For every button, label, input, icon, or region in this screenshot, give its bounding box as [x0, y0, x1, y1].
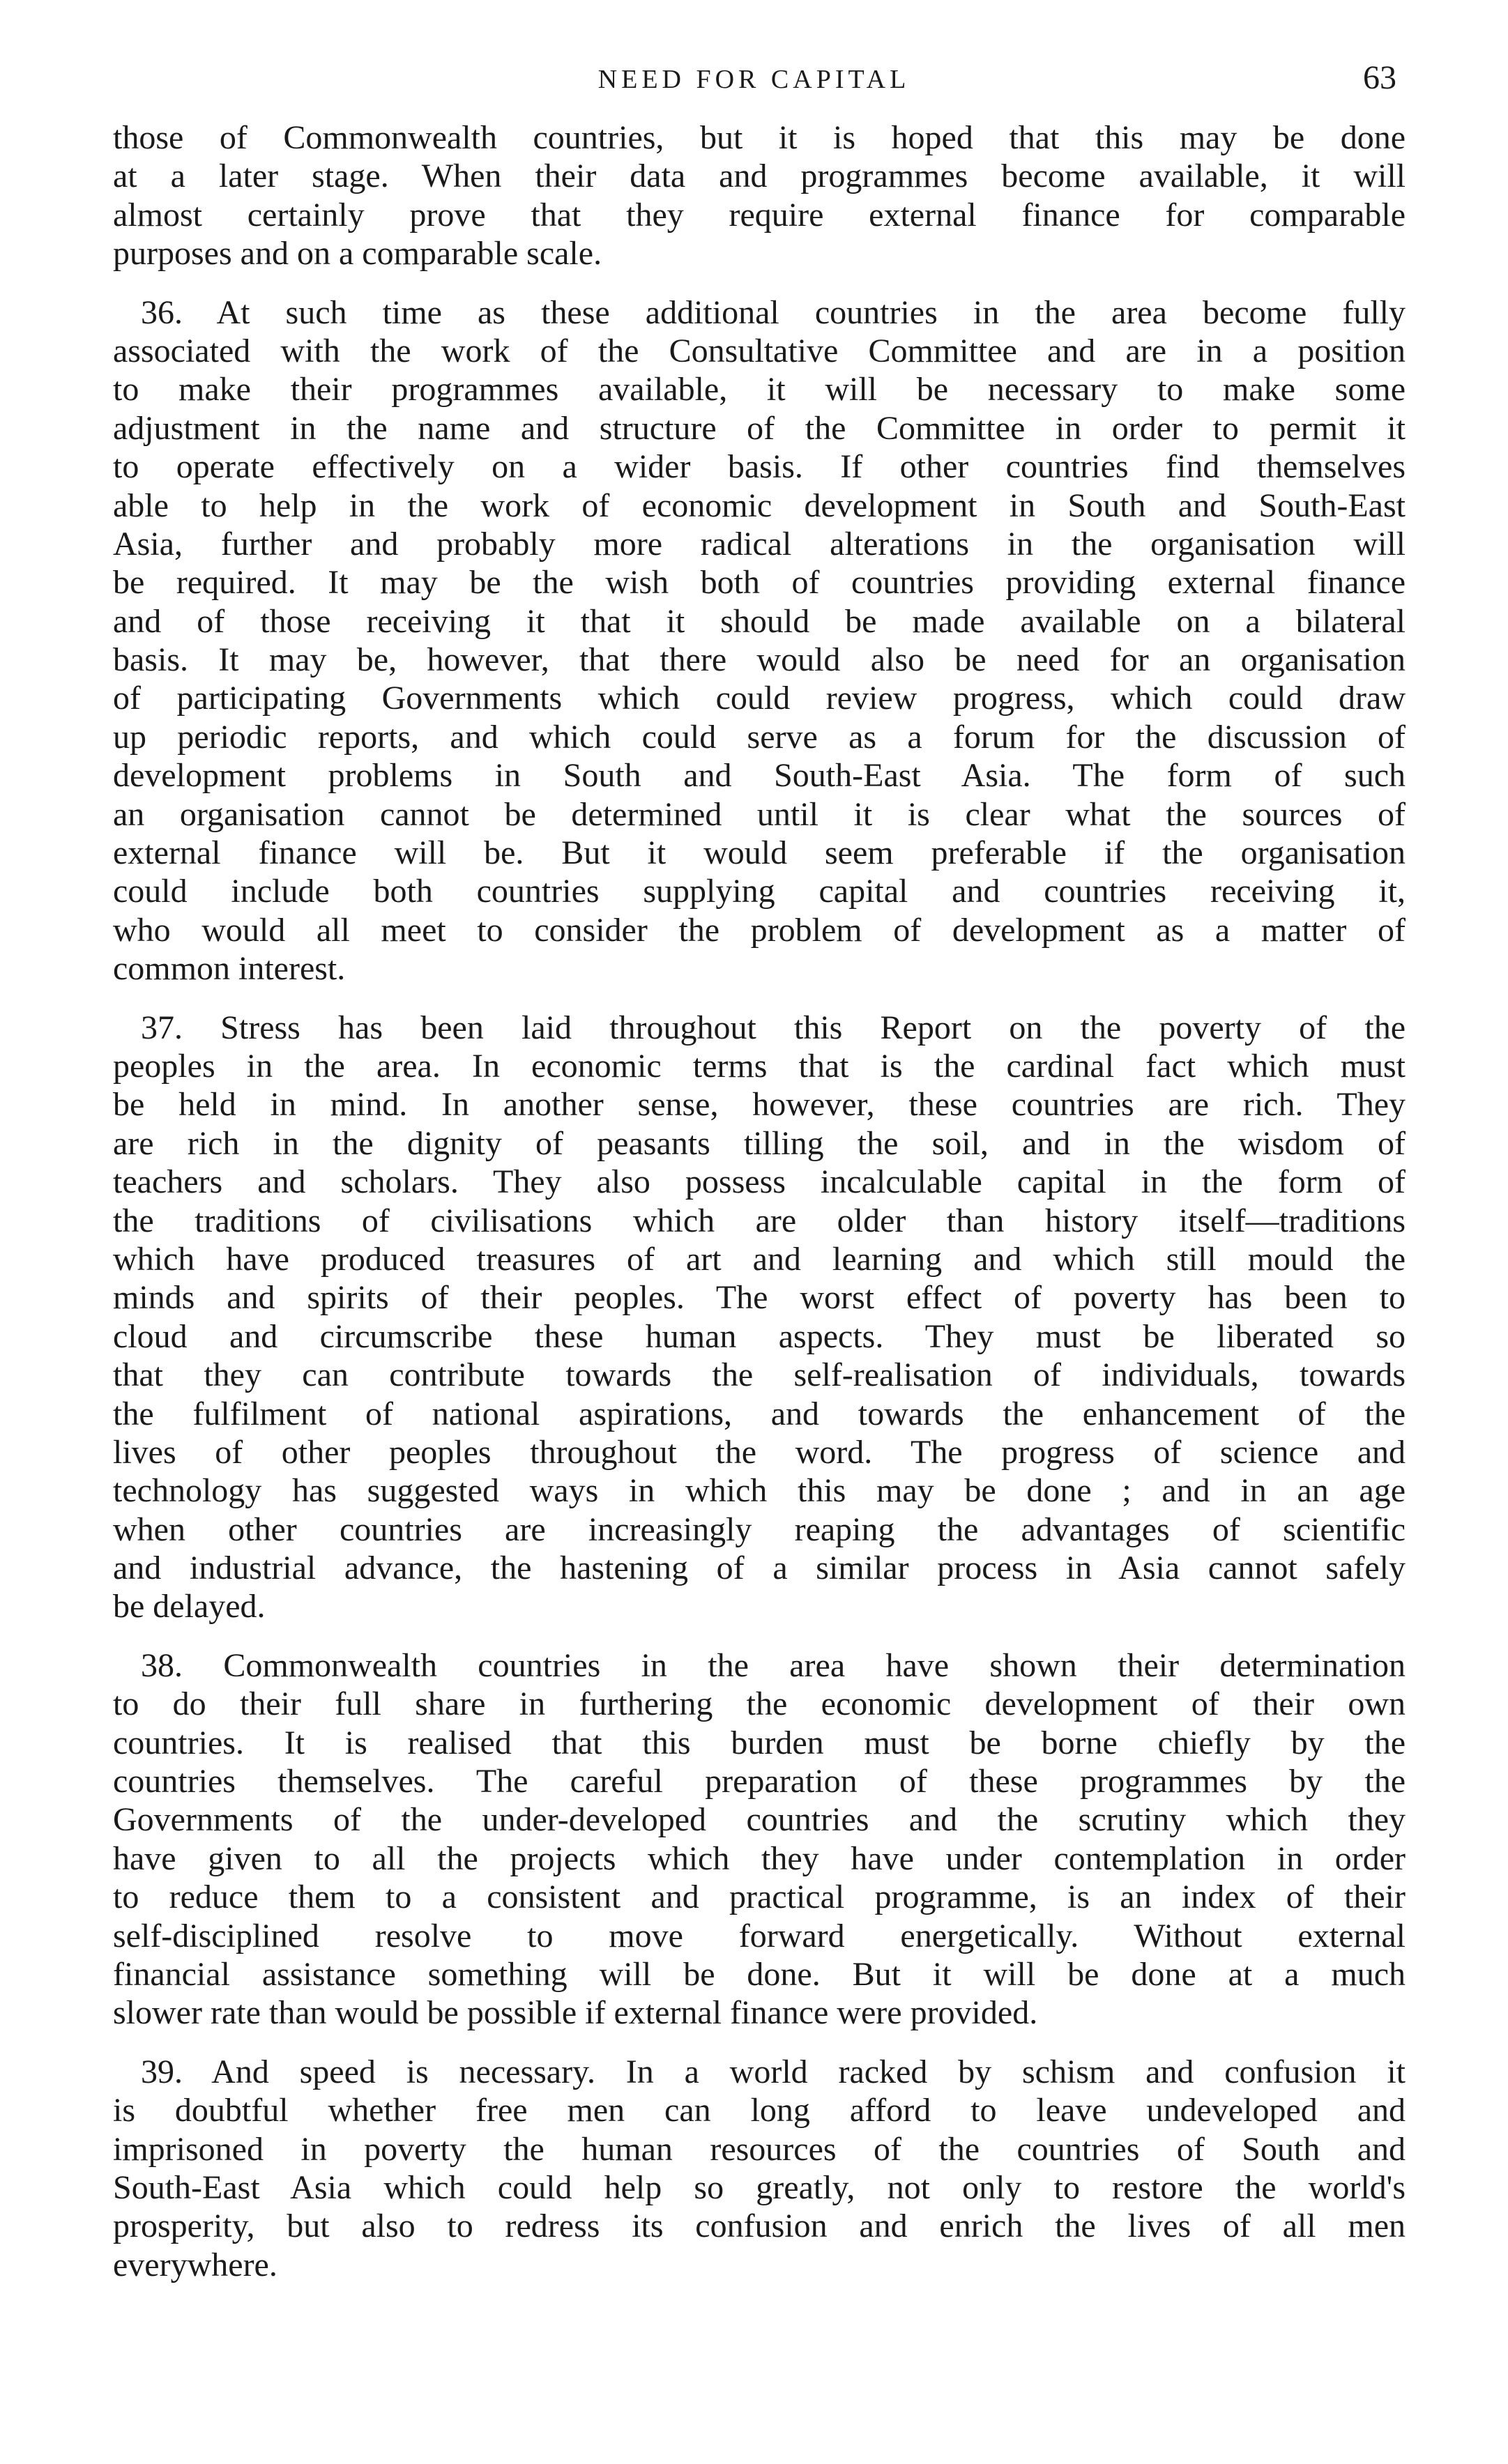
- text-line: could include both countries supplying capital and countries receiving it,: [113, 873, 1406, 910]
- text-line: prosperity, but also to redress its confusion and enrich the lives of all men: [113, 2207, 1406, 2245]
- text-line: common interest.: [113, 950, 346, 988]
- text-line: almost certainly prove that they require external finance for comparable: [113, 196, 1406, 234]
- text-line: be required. It may be the wish both of countries providing external finance: [113, 564, 1406, 602]
- text-line: up periodic reports, and which could serve as a forum for the discussion of: [113, 718, 1406, 756]
- text-line: 36. At such time as these additional countries in the area become fully: [141, 293, 1406, 331]
- text-line: which have produced treasures of art and learning and which still mould the: [113, 1240, 1406, 1278]
- text-line: an organisation cannot be determined until it is clear what the sources of: [113, 795, 1406, 833]
- text-line: is doubtful whether free men can long afford to leave undeveloped and: [113, 2092, 1406, 2129]
- text-line: development problems in South and South-East Asia. The form of such: [113, 757, 1406, 795]
- text-line: slower rate than would be possible if external finance were provided.: [113, 1994, 1038, 2032]
- text-line: associated with the work of the Consultative Committee and are in a position: [113, 332, 1406, 369]
- text-line: to do their full share in furthering the economic development of their own: [113, 1685, 1406, 1723]
- text-line: cloud and circumscribe these human aspects. They must be liberated so: [113, 1317, 1406, 1355]
- text-line: imprisoned in poverty the human resources of the countries of South and: [113, 2130, 1406, 2168]
- text-line: external finance will be. But it would seem preferable if the organisation: [113, 834, 1406, 872]
- paragraph: [113, 118, 1406, 273]
- text-line: and industrial advance, the hastening of a similar process in Asia cannot safely: [113, 1549, 1406, 1587]
- text-line: when other countries are increasingly reaping the advantages of scientific: [113, 1510, 1406, 1548]
- text-line: self-disciplined resolve to move forward energetically. Without external: [113, 1917, 1406, 1954]
- text-line: lives of other peoples throughout the word. The progress of science and: [113, 1433, 1406, 1471]
- text-line: basis. It may be, however, that there would also be need for an organisation: [113, 641, 1406, 679]
- text-line: those of Commonwealth countries, but it is hoped that this may be done: [113, 119, 1406, 156]
- paragraph: [113, 2053, 1406, 2284]
- text-line: the traditions of civilisations which are older than history itself—traditions: [113, 1202, 1406, 1239]
- text-line: South-East Asia which could help so greatly, not only to restore the world's: [113, 2168, 1406, 2206]
- text-line: and of those receiving it that it should be made available on a bilateral: [113, 602, 1406, 640]
- text-line: Asia, further and probably more radical alterations in the organisation will: [113, 525, 1406, 563]
- text-line: to make their programmes available, it will be necessary to make some: [113, 371, 1406, 408]
- text-line: teachers and scholars. They also possess incalculable capital in the form of: [113, 1163, 1406, 1201]
- text-line: to reduce them to a consistent and practical programme, is an index of their: [113, 1878, 1406, 1916]
- text-line: be delayed.: [113, 1588, 266, 1625]
- text-line: that they can contribute towards the self-realisation of individuals, towards: [113, 1356, 1406, 1394]
- text-line: adjustment in the name and structure of the Committee in order to permit it: [113, 409, 1406, 447]
- text-line: financial assistance something will be done. But it will be done at a much: [113, 1955, 1406, 1993]
- text-line: minds and spirits of their peoples. The worst effect of poverty has been to: [113, 1279, 1406, 1317]
- text-line: are rich in the dignity of peasants tilling the soil, and in the wisdom of: [113, 1124, 1406, 1162]
- text-line: technology has suggested ways in which this may be done ; and in an age: [113, 1472, 1406, 1510]
- paragraph: [113, 293, 1406, 988]
- text-line: able to help in the work of economic development in South and South-East: [113, 487, 1406, 524]
- text-line: who would all meet to consider the problem of development as a matter of: [113, 911, 1406, 949]
- text-line: the fulfilment of national aspirations, and towards the enhancement of the: [113, 1395, 1406, 1432]
- running-head: NEED FOR CAPITAL: [597, 65, 911, 94]
- text-line: 38. Commonwealth countries in the area have shown their determination: [141, 1646, 1406, 1684]
- text-line: of participating Governments which could review progress, which could draw: [113, 680, 1406, 717]
- text-line: Governments of the under-developed countries and the scrutiny which they: [113, 1801, 1406, 1839]
- body-text: [113, 118, 1406, 2304]
- text-line: everywhere.: [113, 2246, 277, 2283]
- paragraph: [113, 1009, 1406, 1626]
- text-line: be held in mind. In another sense, however, these countries are rich. They: [113, 1086, 1406, 1124]
- text-line: countries themselves. The careful preparation of these programmes by the: [113, 1763, 1406, 1800]
- text-line: 37. Stress has been laid throughout this Report on the poverty of the: [141, 1009, 1406, 1046]
- text-line: have given to all the projects which they have under contemplation in order: [113, 1839, 1406, 1877]
- text-line: peoples in the area. In economic terms that is the cardinal fact which must: [113, 1047, 1406, 1085]
- text-line: to operate effectively on a wider basis. If other countries find themselves: [113, 448, 1406, 486]
- paragraph: [113, 1646, 1406, 2033]
- text-line: at a later stage. When their data and programmes become available, it will: [113, 158, 1406, 195]
- page-number: 63: [1363, 59, 1396, 96]
- text-line: countries. It is realised that this burden must be borne chiefly by the: [113, 1724, 1406, 1761]
- text-line: purposes and on a comparable scale.: [113, 235, 602, 273]
- text-line: 39. And speed is necessary. In a world racked by schism and confusion it: [141, 2053, 1406, 2090]
